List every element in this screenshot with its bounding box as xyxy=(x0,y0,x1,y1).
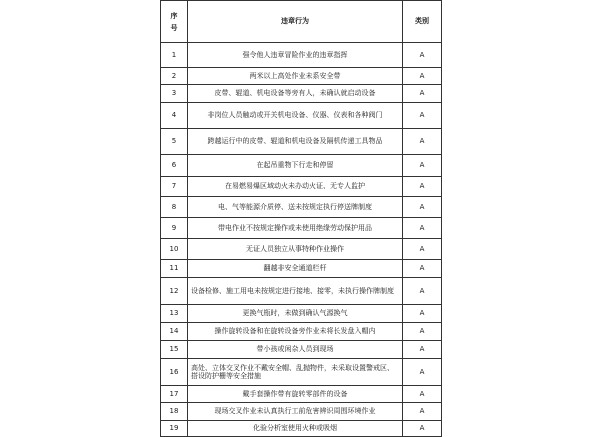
violation-table-document xyxy=(160,0,441,433)
table-row xyxy=(161,218,442,239)
header-serial-number: 序 号 xyxy=(161,1,188,43)
row-category: A xyxy=(403,239,442,260)
row-category: A xyxy=(403,359,442,386)
row-category: A xyxy=(403,43,442,68)
row-number: 14 xyxy=(161,323,188,341)
table-row xyxy=(161,403,442,421)
table-row xyxy=(161,129,442,155)
table-row xyxy=(161,103,442,129)
row-number: 3 xyxy=(161,85,188,103)
row-number: 4 xyxy=(161,103,188,129)
row-number: 13 xyxy=(161,305,188,323)
row-violation: 更换气瓶时，未做到确认气源换气 xyxy=(188,305,403,323)
row-category: A xyxy=(403,68,442,85)
table-row xyxy=(161,85,442,103)
row-violation: 带电作业不按规定操作或未使用绝缘劳动保护用品 xyxy=(188,218,403,239)
row-violation: 电、气等能源介质停、送未按规定执行停送牌制度 xyxy=(188,197,403,218)
row-number: 2 xyxy=(161,68,188,85)
row-category: A xyxy=(403,197,442,218)
row-number: 10 xyxy=(161,239,188,260)
row-category: A xyxy=(403,323,442,341)
row-violation: 跨越运行中的皮带、辊道和机电设备及隔机传递工具物品 xyxy=(188,129,403,155)
table-row xyxy=(161,239,442,260)
table-row xyxy=(161,305,442,323)
row-violation: 在易燃易爆区域动火未办动火证、无专人监护 xyxy=(188,177,403,197)
row-category: A xyxy=(403,218,442,239)
table-row xyxy=(161,177,442,197)
row-violation: 强令他人违章冒险作业的违章指挥 xyxy=(188,43,403,68)
table-row xyxy=(161,278,442,305)
row-violation: 两米以上高处作业未系安全带 xyxy=(188,68,403,85)
row-category: A xyxy=(403,278,442,305)
row-category: A xyxy=(403,155,442,177)
row-category: A xyxy=(403,103,442,129)
row-number: 9 xyxy=(161,218,188,239)
row-violation: 高处、立体交叉作业不戴安全帽、乱抛物件，未采取设置警戒区、搭设防护栅等安全措施 xyxy=(188,359,403,386)
row-violation: 戴手套操作带有旋转零部件的设备 xyxy=(188,386,403,403)
row-violation: 化验分析室使用火种或吸烟 xyxy=(188,421,403,437)
row-category: A xyxy=(403,85,442,103)
row-violation: 设备检修、施工用电未按规定进行接地、接零，未执行操作牌制度 xyxy=(188,278,403,305)
row-number: 11 xyxy=(161,260,188,278)
table-header-row xyxy=(161,1,442,43)
header-violation-behavior: 违章行为 xyxy=(188,1,403,43)
table-row xyxy=(161,155,442,177)
row-number: 12 xyxy=(161,278,188,305)
table-row xyxy=(161,68,442,85)
row-category: A xyxy=(403,341,442,359)
row-category: A xyxy=(403,177,442,197)
row-violation: 现场交叉作业未认真执行工前危害辨识周围环境作业 xyxy=(188,403,403,421)
table-row xyxy=(161,43,442,68)
row-violation: 带小孩或闲杂人员到现场 xyxy=(188,341,403,359)
row-category: A xyxy=(403,129,442,155)
violation-table xyxy=(160,0,442,437)
table-row xyxy=(161,341,442,359)
row-number: 8 xyxy=(161,197,188,218)
row-violation: 操作旋转设备和在旋转设备旁作业未将长发盘入帽内 xyxy=(188,323,403,341)
table-row xyxy=(161,323,442,341)
table-row xyxy=(161,386,442,403)
row-number: 7 xyxy=(161,177,188,197)
row-category: A xyxy=(403,260,442,278)
header-category: 类别 xyxy=(403,1,442,43)
row-category: A xyxy=(403,305,442,323)
row-violation: 无证人员独立从事特种作业操作 xyxy=(188,239,403,260)
row-category: A xyxy=(403,403,442,421)
row-number: 5 xyxy=(161,129,188,155)
row-number: 17 xyxy=(161,386,188,403)
row-number: 16 xyxy=(161,359,188,386)
row-number: 15 xyxy=(161,341,188,359)
row-number: 6 xyxy=(161,155,188,177)
table-row xyxy=(161,421,442,437)
row-number: 1 xyxy=(161,43,188,68)
row-category: A xyxy=(403,386,442,403)
table-row xyxy=(161,260,442,278)
table-row xyxy=(161,359,442,386)
row-violation: 非岗位人员触动或开关机电设备、仪器、仪表和各种阀门 xyxy=(188,103,403,129)
table-row xyxy=(161,197,442,218)
row-number: 19 xyxy=(161,421,188,437)
row-violation: 皮带、辊道、机电设备等旁有人，未确认就启动设备 xyxy=(188,85,403,103)
row-category: A xyxy=(403,421,442,437)
row-number: 18 xyxy=(161,403,188,421)
row-violation: 翻越非安全通道栏杆 xyxy=(188,260,403,278)
row-violation: 在起吊重物下行走和停留 xyxy=(188,155,403,177)
